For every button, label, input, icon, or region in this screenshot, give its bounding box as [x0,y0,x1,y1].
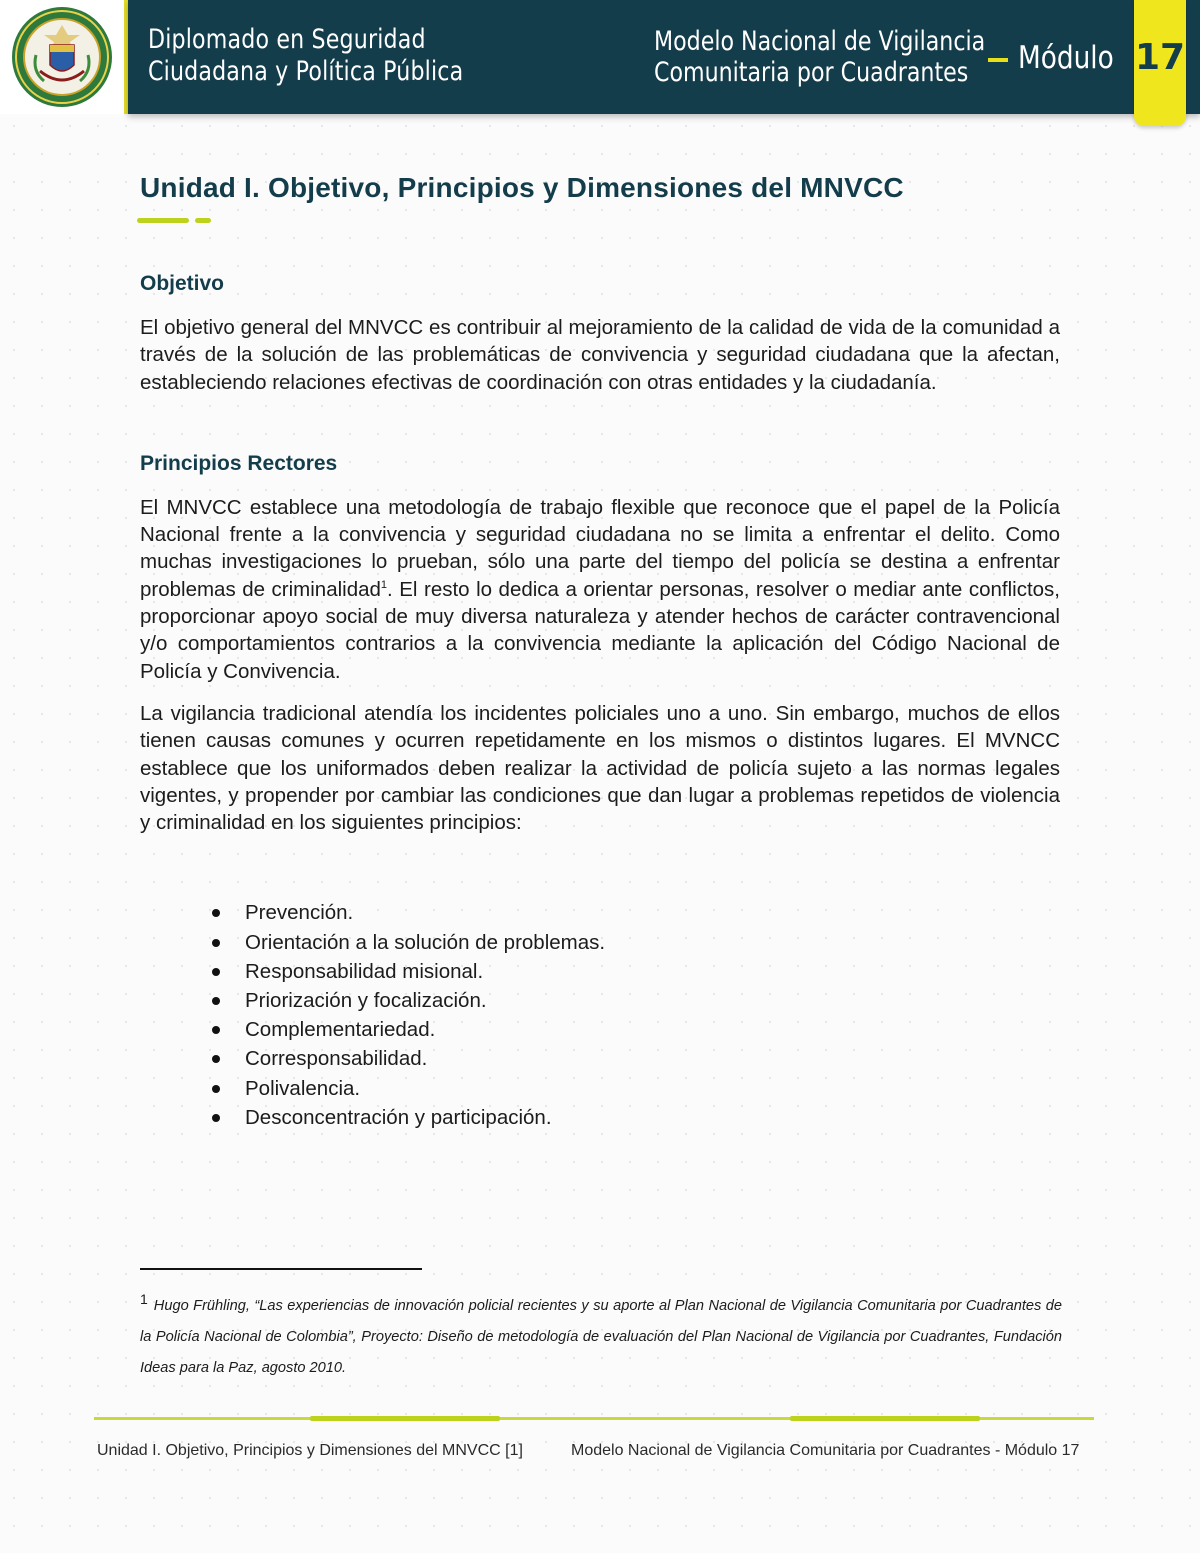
list-item-text: Prevención. [245,901,354,925]
list-item [140,1074,1060,1103]
principios-paragraph-1-part-b: . El resto lo dedica a orientar personas, resolver o mediar ante conflictos, proporcionar apoyo social de muy diversa naturaleza y atender hechos de carácter contravencional y/o comportamientos contrarios a la convivencia mediante la aplicación del Código Nacional de Policía y Convivencia. [140,577,1060,683]
police-seal-logo [10,5,114,109]
module-label: Módulo [1018,40,1114,76]
title-underline-short [195,218,211,223]
principios-heading: Principios Rectores [140,451,338,475]
principios-paragraph-1 [140,494,1060,685]
list-item [140,957,1060,986]
list-item [140,1103,1060,1132]
footnote [140,1284,1062,1384]
footer-unit-label: Unidad I. Objetivo, Principios y Dimensiones del MNVCC [1] [97,1442,523,1459]
bullet-icon [212,968,220,976]
list-item-text: Corresponsabilidad. [245,1047,428,1071]
principios-paragraph-1-part-a: El MNVCC establece una metodología de trabajo flexible que reconoce que el papel de la Policía Nacional frente a la convivencia y seguridad ciudadana no se limita a enfrentar el delito. Como muchas investigaciones lo prueban, sólo una parte del tiempo del policía se destina a enfrentar problemas de criminalidad [140,495,1060,601]
module-number: 17 [1134,37,1186,78]
footnote-separator [140,1268,422,1270]
footnote-text: Hugo Frühling, “Las experiencias de innovación policial recientes y su aporte al Plan Nacional de Vigilancia Comunitaria por Cuadrantes de la Policía Nacional de Colombia”, Proyecto: Diseño de metodología de evaluación del Plan Nacional de Vigilancia por Cuadrantes, Fundación Ideas para la Paz, agosto 2010. [140,1298,1062,1376]
list-item-text: Complementariedad. [245,1018,436,1042]
bullet-icon [212,939,220,947]
page-header [0,0,1200,118]
list-item [140,928,1060,957]
header-dash [988,58,1008,62]
footnote-reference[interactable]: 1 [380,578,388,591]
bullet-icon [212,1114,220,1122]
course-title-line1: Diplomado en Seguridad [148,24,426,55]
footer-divider-accent [310,1416,500,1421]
bullet-icon [212,1026,220,1034]
objetivo-heading: Objetivo [140,272,225,295]
list-item-text: Desconcentración y participación. [245,1105,552,1129]
list-item [140,986,1060,1015]
footer-divider-accent [790,1416,980,1421]
bullet-icon [212,909,220,917]
model-title [654,26,985,88]
header-bar [128,0,1200,114]
bullet-icon [212,997,220,1005]
course-title-line2: Ciudadana y Política Pública [148,56,464,87]
course-title [148,24,463,88]
principles-list [140,898,1060,1132]
bullet-icon [212,1085,220,1093]
list-item-text: Priorización y focalización. [245,989,487,1013]
principios-paragraph-2: La vigilancia tradicional atendía los incidentes policiales uno a uno. Sin embargo, muchos de ellos tienen causas comunes y ocurren repetidamente en los mismos o distintos lugares. El MVNCC establece que los uniformados deben realizar la actividad de policía sujeto a las normas legales vigentes, y propender por cambiar las condiciones que dan lugar a problemas repetidos de violencia y criminalidad en los siguientes principios: [140,701,1060,835]
list-item-text: Responsabilidad misional. [245,959,484,983]
list-item [140,1015,1060,1044]
list-item [140,1044,1060,1073]
footer-module-label: Modelo Nacional de Vigilancia Comunitaria por Cuadrantes - Módulo 17 [571,1442,1080,1459]
list-item-text: Polivalencia. [245,1076,361,1100]
title-underline [140,218,1060,228]
footnote-number: 1 [140,1291,148,1307]
model-title-line1: Modelo Nacional de Vigilancia [654,26,986,57]
bullet-icon [212,1055,220,1063]
list-item-text: Orientación a la solución de problemas. [245,930,606,954]
logo-container [0,0,124,114]
module-tab [1134,0,1186,126]
unit-title: Unidad I. Objetivo, Principios y Dimensiones del MNVCC [140,172,904,203]
objetivo-paragraph: El objetivo general del MNVCC es contribuir al mejoramiento de la calidad de vida de la comunidad a través de la solución de las problemáticas de convivencia y seguridad ciudadana que la afectan, estableciendo relaciones efectivas de coordinación con otras entidades y la ciudadanía. [140,316,1060,394]
list-item [140,898,1060,927]
main-content [140,168,1060,1132]
model-title-line2: Comunitaria por Cuadrantes [654,57,969,88]
title-underline-long [137,218,189,223]
